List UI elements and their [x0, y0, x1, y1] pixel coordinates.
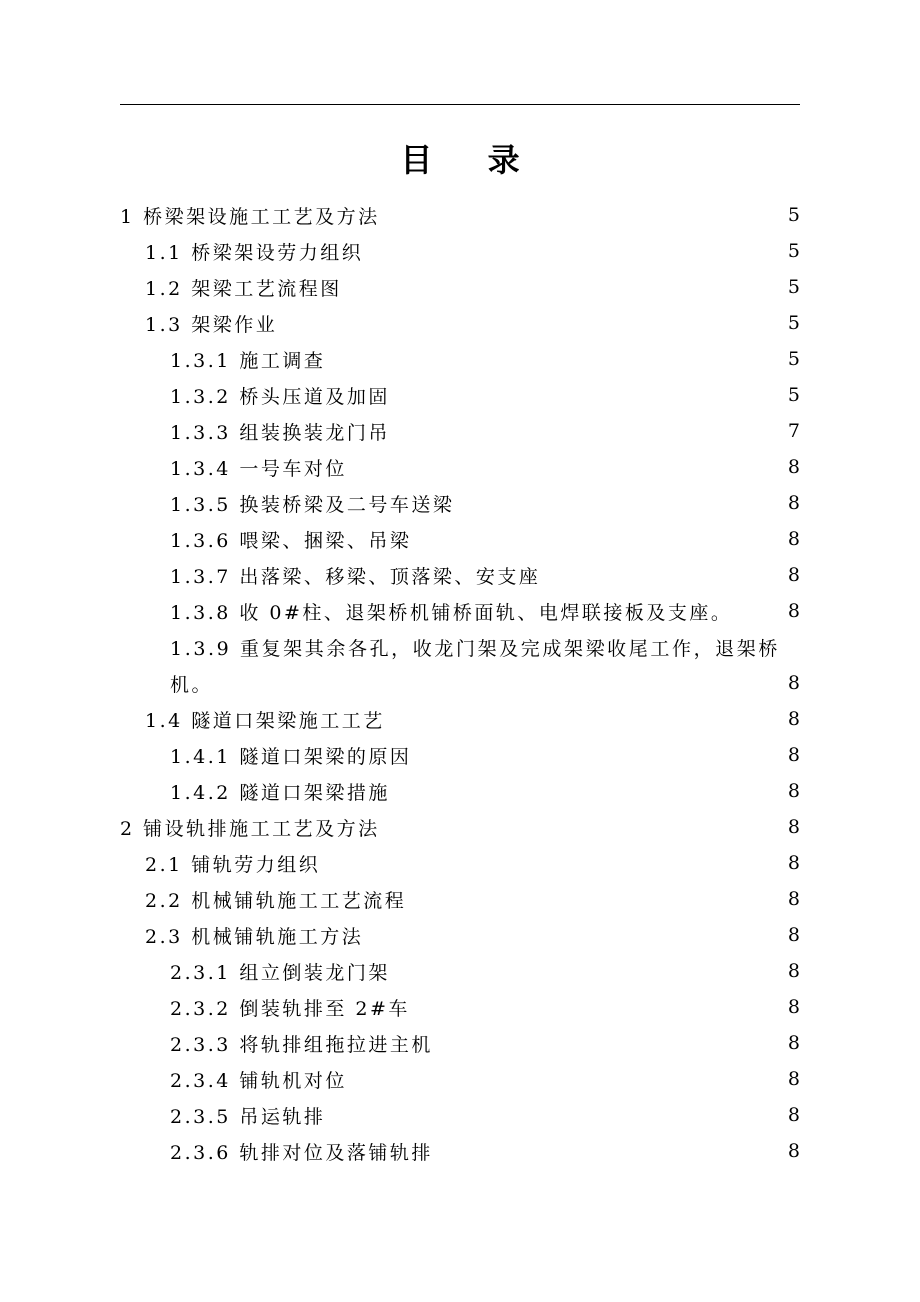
toc-entry-text: 2.3.2 倒装轨排至 2#车 — [170, 997, 410, 1020]
dot-leader — [396, 781, 774, 801]
dot-leader — [386, 205, 774, 225]
toc-entry[interactable] — [0, 341, 920, 377]
toc-page-number: 5 — [787, 204, 800, 226]
toc-page-number: 8 — [787, 888, 800, 910]
toc-page-number: 8 — [787, 960, 800, 982]
toc-page-number: 5 — [787, 240, 800, 262]
toc-entry-text: 1.2 架梁工艺流程图 — [145, 277, 342, 300]
toc-entry-text: 1.3 架梁作业 — [145, 313, 278, 336]
dot-leader — [331, 1105, 774, 1125]
toc-entry[interactable] — [0, 845, 920, 881]
toc-entry-text: 1.4 隧道口架梁施工工艺 — [145, 709, 385, 732]
toc-entry-text: 1 桥梁架设施工工艺及方法 — [120, 205, 380, 228]
toc-entry-continuation[interactable] — [0, 665, 920, 701]
toc-page-number: 8 — [787, 564, 800, 586]
toc-entry[interactable] — [0, 305, 920, 341]
dot-leader — [326, 853, 774, 873]
toc-entry-text: 1.3.1 施工调查 — [170, 349, 326, 372]
toc-page-number: 7 — [787, 420, 800, 442]
toc-entry-text: 1.1 桥梁架设劳力组织 — [145, 241, 364, 264]
header-rule — [120, 104, 800, 105]
toc-entry[interactable] — [0, 521, 920, 557]
dot-leader — [396, 385, 774, 405]
toc-page-number: 8 — [787, 708, 800, 730]
dot-leader — [391, 709, 774, 729]
dot-leader — [348, 277, 774, 297]
toc-page-number: 8 — [787, 996, 800, 1018]
toc-entry-text: 2.3.3 将轨排组拖拉进主机 — [170, 1033, 433, 1056]
toc-entry-text: 2 铺设轨排施工工艺及方法 — [120, 817, 380, 840]
toc-entry[interactable] — [0, 773, 920, 809]
dot-leader — [546, 565, 774, 585]
toc-entry-text: 1.3.3 组装换装龙门吊 — [170, 421, 390, 444]
toc-list — [0, 197, 920, 1169]
dot-leader — [331, 349, 774, 369]
toc-entry[interactable] — [0, 557, 920, 593]
dot-leader — [417, 529, 774, 549]
dot-leader — [439, 1033, 774, 1053]
toc-title: 目 录 — [400, 141, 542, 179]
toc-page-number: 5 — [787, 348, 800, 370]
toc-entry-text: 1.3.8 收 0#柱、退架桥机铺桥面轨、电焊联接板及支座。 — [170, 601, 733, 624]
toc-entry[interactable] — [0, 1061, 920, 1097]
toc-entry-text: 2.1 铺轨劳力组织 — [145, 853, 321, 876]
toc-entry[interactable] — [0, 953, 920, 989]
toc-entry-text: 2.3.6 轨排对位及落铺轨排 — [170, 1141, 433, 1164]
dot-leader — [219, 673, 774, 693]
dot-leader — [460, 493, 774, 513]
toc-entry[interactable] — [0, 809, 920, 845]
dot-leader — [396, 961, 774, 981]
dot-leader — [353, 457, 774, 477]
toc-page-number: 8 — [787, 852, 800, 874]
toc-entry-text: 1.4.2 隧道口架梁措施 — [170, 781, 390, 804]
toc-page-number: 8 — [787, 456, 800, 478]
dot-leader — [738, 601, 774, 621]
toc-page-number: 8 — [787, 492, 800, 514]
toc-entry-text: 2.2 机械铺轨施工工艺流程 — [145, 889, 407, 912]
toc-page-number: 8 — [787, 672, 800, 694]
toc-entry-text: 2.3.5 吊运轨排 — [170, 1105, 326, 1128]
toc-entry[interactable] — [0, 881, 920, 917]
toc-entry[interactable] — [0, 233, 920, 269]
toc-page-number: 8 — [787, 600, 800, 622]
toc-entry[interactable] — [0, 629, 920, 665]
toc-entry[interactable] — [0, 917, 920, 953]
dot-leader — [417, 745, 774, 765]
toc-entry-text: 1.3.6 喂梁、捆梁、吊梁 — [170, 529, 412, 552]
toc-page-number: 8 — [787, 528, 800, 550]
toc-page-number: 8 — [787, 1032, 800, 1054]
toc-entry[interactable] — [0, 1133, 920, 1169]
toc-entry[interactable] — [0, 989, 920, 1025]
toc-entry-text: 1.3.5 换装桥梁及二号车送梁 — [170, 493, 455, 516]
toc-entry[interactable] — [0, 593, 920, 629]
toc-entry[interactable] — [0, 485, 920, 521]
toc-page-number: 8 — [787, 1140, 800, 1162]
toc-page-number: 5 — [787, 276, 800, 298]
toc-entry-text: 1.3.9 重复架其余各孔，收龙门架及完成架梁收尾工作，退架桥 — [170, 637, 780, 660]
dot-leader — [283, 313, 774, 333]
toc-entry[interactable] — [0, 413, 920, 449]
dot-leader — [416, 997, 774, 1017]
toc-page-number: 8 — [787, 744, 800, 766]
toc-entry-text: 1.3.2 桥头压道及加固 — [170, 385, 390, 408]
toc-page-number: 8 — [787, 780, 800, 802]
toc-entry[interactable] — [0, 1025, 920, 1061]
toc-entry[interactable] — [0, 269, 920, 305]
toc-entry[interactable] — [0, 701, 920, 737]
toc-entry[interactable] — [0, 1097, 920, 1133]
toc-entry[interactable] — [0, 377, 920, 413]
toc-page-number: 8 — [787, 1068, 800, 1090]
toc-page-number: 8 — [787, 924, 800, 946]
toc-page-number: 8 — [787, 1104, 800, 1126]
toc-entry-text: 1.3.4 一号车对位 — [170, 457, 347, 480]
toc-entry-text: 1.4.1 隧道口架梁的原因 — [170, 745, 412, 768]
toc-page-number: 8 — [787, 816, 800, 838]
toc-entry[interactable] — [0, 449, 920, 485]
dot-leader — [353, 1069, 774, 1089]
toc-entry-text: 机。 — [170, 673, 214, 696]
toc-entry[interactable] — [0, 737, 920, 773]
toc-page-number: 5 — [787, 384, 800, 406]
toc-entry[interactable] — [0, 197, 920, 233]
toc-entry-text: 2.3 机械铺轨施工方法 — [145, 925, 364, 948]
dot-leader — [396, 421, 774, 441]
dot-leader — [369, 241, 774, 261]
dot-leader — [439, 1141, 774, 1161]
dot-leader — [412, 889, 774, 909]
toc-page-number: 5 — [787, 312, 800, 334]
toc-entry-text: 2.3.1 组立倒装龙门架 — [170, 961, 390, 984]
dot-leader — [386, 817, 774, 837]
toc-entry-text: 1.3.7 出落梁、移梁、顶落梁、安支座 — [170, 565, 541, 588]
dot-leader — [369, 925, 774, 945]
toc-entry-text: 2.3.4 铺轨机对位 — [170, 1069, 347, 1092]
